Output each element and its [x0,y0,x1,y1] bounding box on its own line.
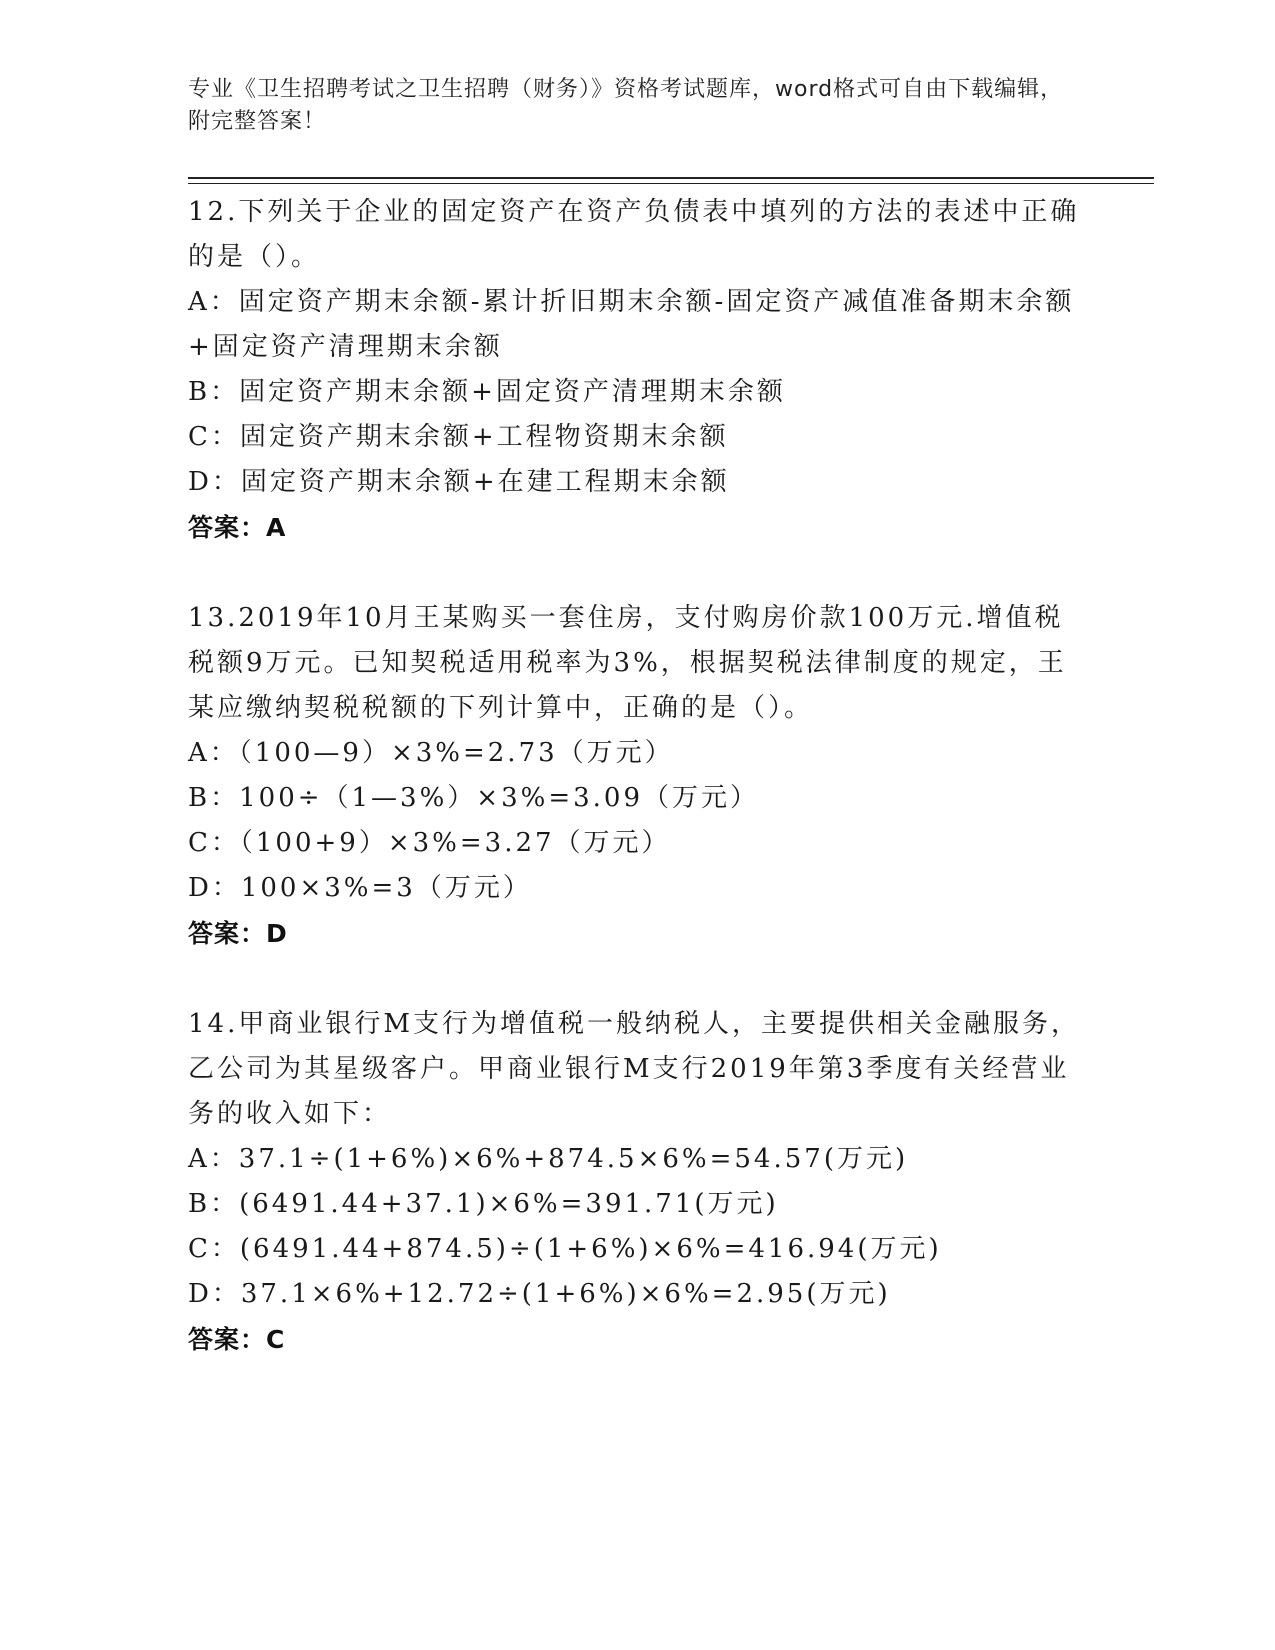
question-13 [188,596,1088,956]
question-list [188,190,1088,1408]
option-a: A：（100—9）×3%=2.73（万元） [188,738,674,768]
header-rule-thick [188,177,1154,179]
option-c: C：(6491.44+874.5)÷(1+6%)×6%=416.94(万元) [188,1234,942,1264]
option-b: B：固定资产期末余额+固定资产清理期末余额 [188,377,786,407]
option-d: D：100×3%=3（万元） [188,873,532,903]
option-a: A：固定资产期末余额-累计折旧期末余额-固定资产减值准备期末余额+固定资产清理期末余额 [188,287,1075,362]
question-12 [188,190,1088,550]
question-stem: 14.甲商业银行M支行为增值税一般纳税人，主要提供相关金融服务，乙公司为其星级客户。甲商业银行M支行2019年第3季度有关经营业务的收入如下： [188,1009,1080,1129]
header-rule-thin [188,183,1154,184]
question-stem: 12.下列关于企业的固定资产在资产负债表中填列的方法的表述中正确的是（）。 [188,197,1080,272]
option-b: B：(6491.44+37.1)×6%=391.71(万元) [188,1189,779,1219]
answer-label: 答案：A [188,513,287,542]
option-c: C：（100+9）×3%=3.27（万元） [188,828,671,858]
question-14 [188,1002,1088,1362]
answer-label: 答案：D [188,919,288,948]
option-d: D：37.1×6%+12.72÷(1+6%)×6%=2.95(万元) [188,1279,891,1309]
page-header: 专业《卫生招聘考试之卫生招聘（财务）》资格考试题库，word格式可自由下载编辑，附完整答案！ [188,77,1064,134]
option-b: B：100÷（1—3%）×3%=3.09（万元） [188,783,760,813]
answer-label: 答案：C [188,1325,286,1354]
option-d: D：固定资产期末余额+在建工程期末余额 [188,467,730,497]
option-c: C：固定资产期末余额+工程物资期末余额 [188,422,729,452]
question-stem: 13.2019年10月王某购买一套住房，支付购房价款100万元.增值税税额9万元。已知契税适用税率为3%，根据契税法律制度的规定，王某应缴纳契税税额的下列计算中，正确的是（）。 [188,603,1067,723]
option-a: A：37.1÷(1+6%)×6%+874.5×6%=54.57(万元) [188,1144,909,1174]
